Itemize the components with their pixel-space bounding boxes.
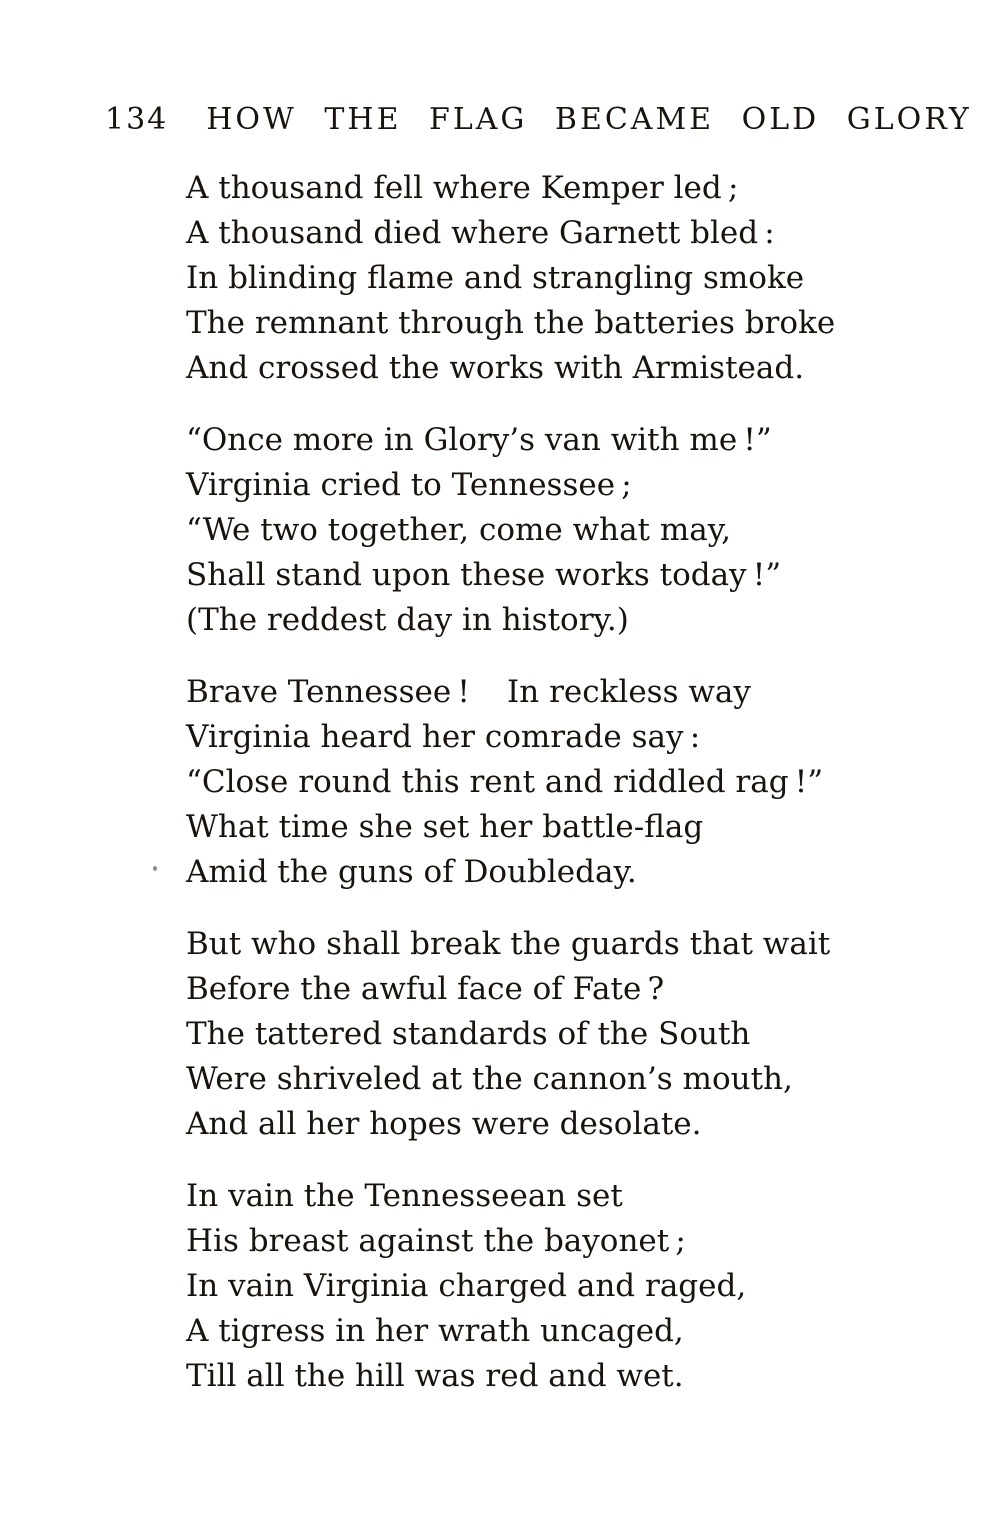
poem-line: A thousand fell where Kemper led ; — [186, 170, 739, 206]
poem-line: His breast against the bayonet ; — [186, 1223, 686, 1259]
poem-line: Before the awful face of Fate ? — [186, 971, 665, 1007]
poem-line: In blinding flame and strangling smoke — [186, 260, 805, 296]
poem-line: “We two together, come what may, — [186, 512, 731, 548]
stanza — [186, 1174, 960, 1399]
poem-line: Shall stand upon these works today !” — [186, 557, 782, 593]
poem-line: What time she set her battle-flag — [186, 809, 704, 845]
poem-line: In vain Virginia charged and raged, — [186, 1268, 747, 1304]
poem-line: “Close round this rent and riddled rag !” — [186, 764, 824, 800]
poem-body — [186, 166, 960, 1426]
stanza — [186, 166, 960, 391]
poem-line: Brave Tennessee ! In reckless way — [186, 674, 751, 710]
stanza — [186, 418, 960, 643]
poem-line: And crossed the works with Armistead. — [186, 350, 805, 386]
stanza — [186, 670, 960, 895]
poem-line: Virginia heard her comrade say : — [186, 719, 701, 755]
scan-speck — [153, 866, 157, 871]
stanza — [186, 922, 960, 1147]
poem-line: Amid the guns of Doubleday. — [186, 854, 637, 890]
poem-line: And all her hopes were desolate. — [186, 1106, 702, 1142]
poem-line: (The reddest day in history.) — [186, 602, 629, 638]
poem-line: Till all the hill was red and wet. — [186, 1358, 684, 1394]
poem-line: Virginia cried to Tennessee ; — [186, 467, 632, 503]
page-number: 134 — [105, 102, 169, 137]
poem-line: But who shall break the guards that wait — [186, 926, 831, 962]
running-title: HOW THE FLAG BECAME OLD GLORY — [206, 102, 972, 137]
poem-line: “Once more in Glory’s van with me !” — [186, 422, 772, 458]
poem-line: A thousand died where Garnett bled : — [186, 215, 775, 251]
page-header — [105, 102, 972, 137]
poem-line: A tigress in her wrath uncaged, — [186, 1313, 684, 1349]
poem-line: In vain the Tennesseean set — [186, 1178, 623, 1214]
poem-line: The tattered standards of the South — [186, 1016, 751, 1052]
poem-line: Were shriveled at the cannon’s mouth, — [186, 1061, 793, 1097]
poem-line: The remnant through the batteries broke — [186, 305, 836, 341]
